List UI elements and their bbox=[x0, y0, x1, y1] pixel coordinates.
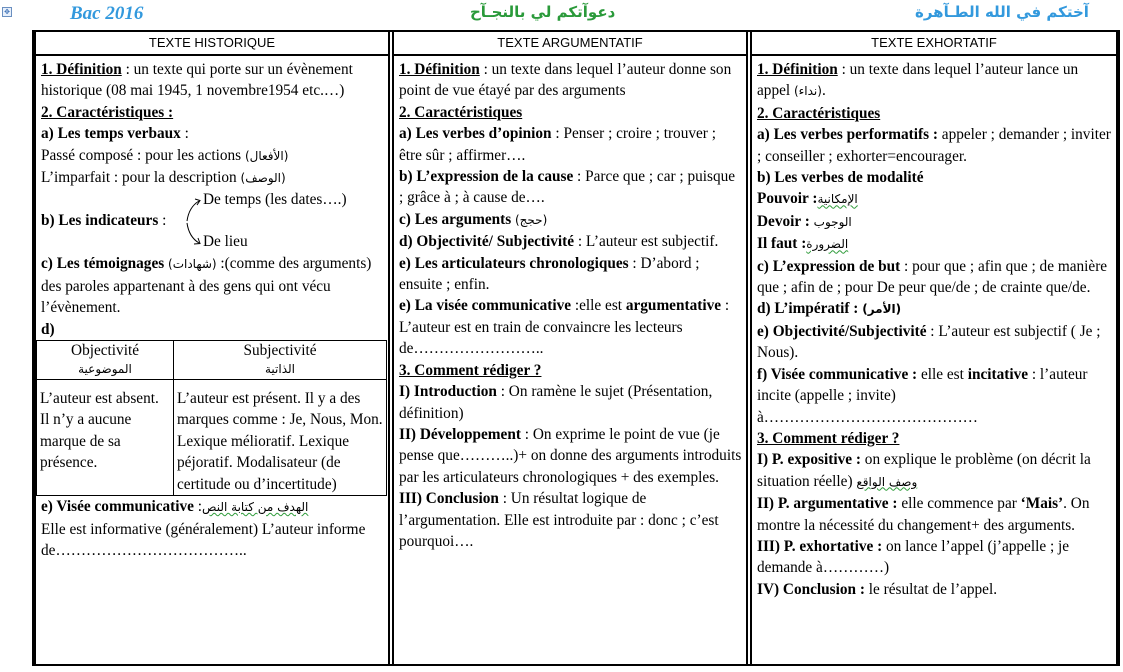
definition: 1. Définition : un texte dans lequel l’auteur lance un appel (نداء). bbox=[757, 61, 1079, 100]
partie-exhortative: III) P. exhortative : on lance l’appel (j’appelle ; je demande à…………) bbox=[757, 537, 1070, 577]
header-right: آختكم في الله الطـآهرة bbox=[915, 3, 1089, 21]
temoignages: c) Les témoignages (شهادات) :(comme des arguments) des paroles appartenant à des gens qui ont vécu l’évènement. bbox=[41, 255, 372, 317]
objectivity-table bbox=[36, 340, 387, 496]
comment-rediger-heading: 3. Comment rédiger ? bbox=[399, 361, 542, 379]
indicateurs: De temps (les dates….) b) Les indicateurs : De lieu bbox=[41, 191, 347, 251]
objectivity-cell: L’auteur est absent. Il n’y a aucune marque de sa présence. bbox=[37, 380, 174, 496]
column-body bbox=[394, 56, 746, 552]
column-title: TEXTE ARGUMENTATIF bbox=[394, 32, 746, 56]
definition: 1. Définition : un texte qui porte sur un évènement historique (08 mai 1945, 1 novembre1954 etc.…) bbox=[41, 61, 353, 100]
verbes-modalite: b) Les verbes de modalité bbox=[757, 169, 924, 187]
column-texte-historique bbox=[34, 32, 390, 664]
comment-rediger-heading: 3. Comment rédiger ? bbox=[757, 429, 900, 447]
expression-cause: b) L’expression de la cause : Parce que ; car ; puisque ; grâce à ; à cause de…. bbox=[399, 168, 736, 207]
verbes-opinion: a) Les verbes d’opinion : Penser ; croire ; trouver ; être sûr ; affirmer…. bbox=[399, 125, 716, 164]
objectivity-header: Objectivité الموضوعية bbox=[37, 341, 174, 380]
page-header bbox=[0, 0, 1123, 30]
subjectivity-cell: L’auteur est présent. Il y a des marques comme : Je, Nous, Mon. Lexique mélioratif. Lexique péjoratif. Modalisateur (de certitude ou d’incertitude) bbox=[174, 380, 387, 496]
header-middle: دعوآتكم لي بالنجـآح bbox=[470, 3, 616, 21]
column-texte-argumentatif bbox=[392, 32, 748, 664]
introduction: I) Introduction : On ramène le sujet (Présentation, définition) bbox=[399, 383, 713, 422]
objectivite-subjectivite: e) Objectivité/Subjectivité : L’auteur est subjectif ( Je ; Nous). bbox=[757, 322, 1101, 362]
definition: 1. Définition : un texte dans lequel l’auteur donne son point de vue étayé par des arguments bbox=[399, 61, 732, 100]
visee-communicative: f) Visée communicative : elle est incitative : l’auteur incite (appelle ; invite) à…………………………………… bbox=[757, 365, 1088, 426]
conclusion: IV) Conclusion : le résultat de l’appel. bbox=[757, 580, 998, 598]
objectivite-subjectivite: d) Objectivité/ Subjectivité : L’auteur est subjectif. bbox=[399, 233, 719, 251]
branch-arrows-icon bbox=[181, 193, 205, 249]
table-move-handle-icon[interactable]: ✥ bbox=[2, 7, 12, 17]
column-title: TEXTE HISTORIQUE bbox=[36, 32, 388, 56]
il-faut: Il faut :الضرورة bbox=[757, 235, 849, 253]
expression-but: c) L’expression de but : pour que ; afin que ; de manière que ; afin de ; pour De peur que/de ; de crainte que/de. bbox=[757, 257, 1108, 297]
d-label: d) bbox=[41, 320, 55, 338]
subjectivity-header: Subjectivité الذاتية bbox=[174, 341, 387, 380]
column-body bbox=[36, 56, 388, 561]
passe-compose: Passé composé : pour les actions (الأفعال) bbox=[41, 146, 289, 164]
pouvoir: Pouvoir :الإمكانية bbox=[757, 190, 858, 208]
verbes-performatifs: a) Les verbes performatifs : appeler ; demander ; inviter ; conseiller ; exhorter=encourager. bbox=[757, 126, 1111, 165]
characteristics-heading: 2. Caractéristiques bbox=[399, 103, 523, 121]
partie-argumentative: II) P. argumentative : elle commence par ‘Mais’. On montre la nécessité du changement+ des arguments. bbox=[757, 495, 1090, 534]
developpement: II) Développement : On exprime le point de vue (je pense que………..)+ on donne des arguments introduits par les articulateurs chronologiques + des exemples. bbox=[399, 425, 742, 486]
articulateurs: e) Les articulateurs chronologiques : D’abord ; ensuite ; enfin. bbox=[399, 254, 700, 294]
partie-expositive: I) P. expositive : on explique le problème (on décrit la situation réelle) وصف الواقع bbox=[757, 451, 1091, 490]
characteristics-heading: 2. Caractéristiques bbox=[757, 104, 881, 122]
visee-communicative: e) Visée communicative :الهدف من كتابة النص Elle est informative (généralement) L’auteur informe de……………………………….. bbox=[41, 498, 366, 559]
column-texte-exhortatif bbox=[750, 32, 1118, 664]
imperatif: d) L’impératif : (الأمر) bbox=[757, 300, 902, 318]
conclusion: III) Conclusion : Un résultat logique de l’argumentation. Elle est introduite par : donc ; c’est pourquoi…. bbox=[399, 490, 719, 550]
arguments: c) Les arguments (حجج) bbox=[399, 210, 548, 228]
characteristics-heading: 2. Caractéristiques : bbox=[41, 103, 174, 121]
column-title: TEXTE EXHORTATIF bbox=[752, 32, 1116, 56]
imparfait: L’imparfait : pour la description (الوصف) bbox=[41, 169, 286, 187]
visee-communicative: e) La visée communicative :elle est argumentative : L’auteur est en train de convaincre les lecteurs de…………………….. bbox=[399, 297, 730, 358]
temps-verbaux: a) Les temps verbaux : bbox=[41, 125, 189, 143]
column-body bbox=[752, 56, 1116, 600]
header-left: Bac 2016 bbox=[70, 3, 144, 24]
devoir: Devoir : الوجوب bbox=[757, 212, 852, 230]
